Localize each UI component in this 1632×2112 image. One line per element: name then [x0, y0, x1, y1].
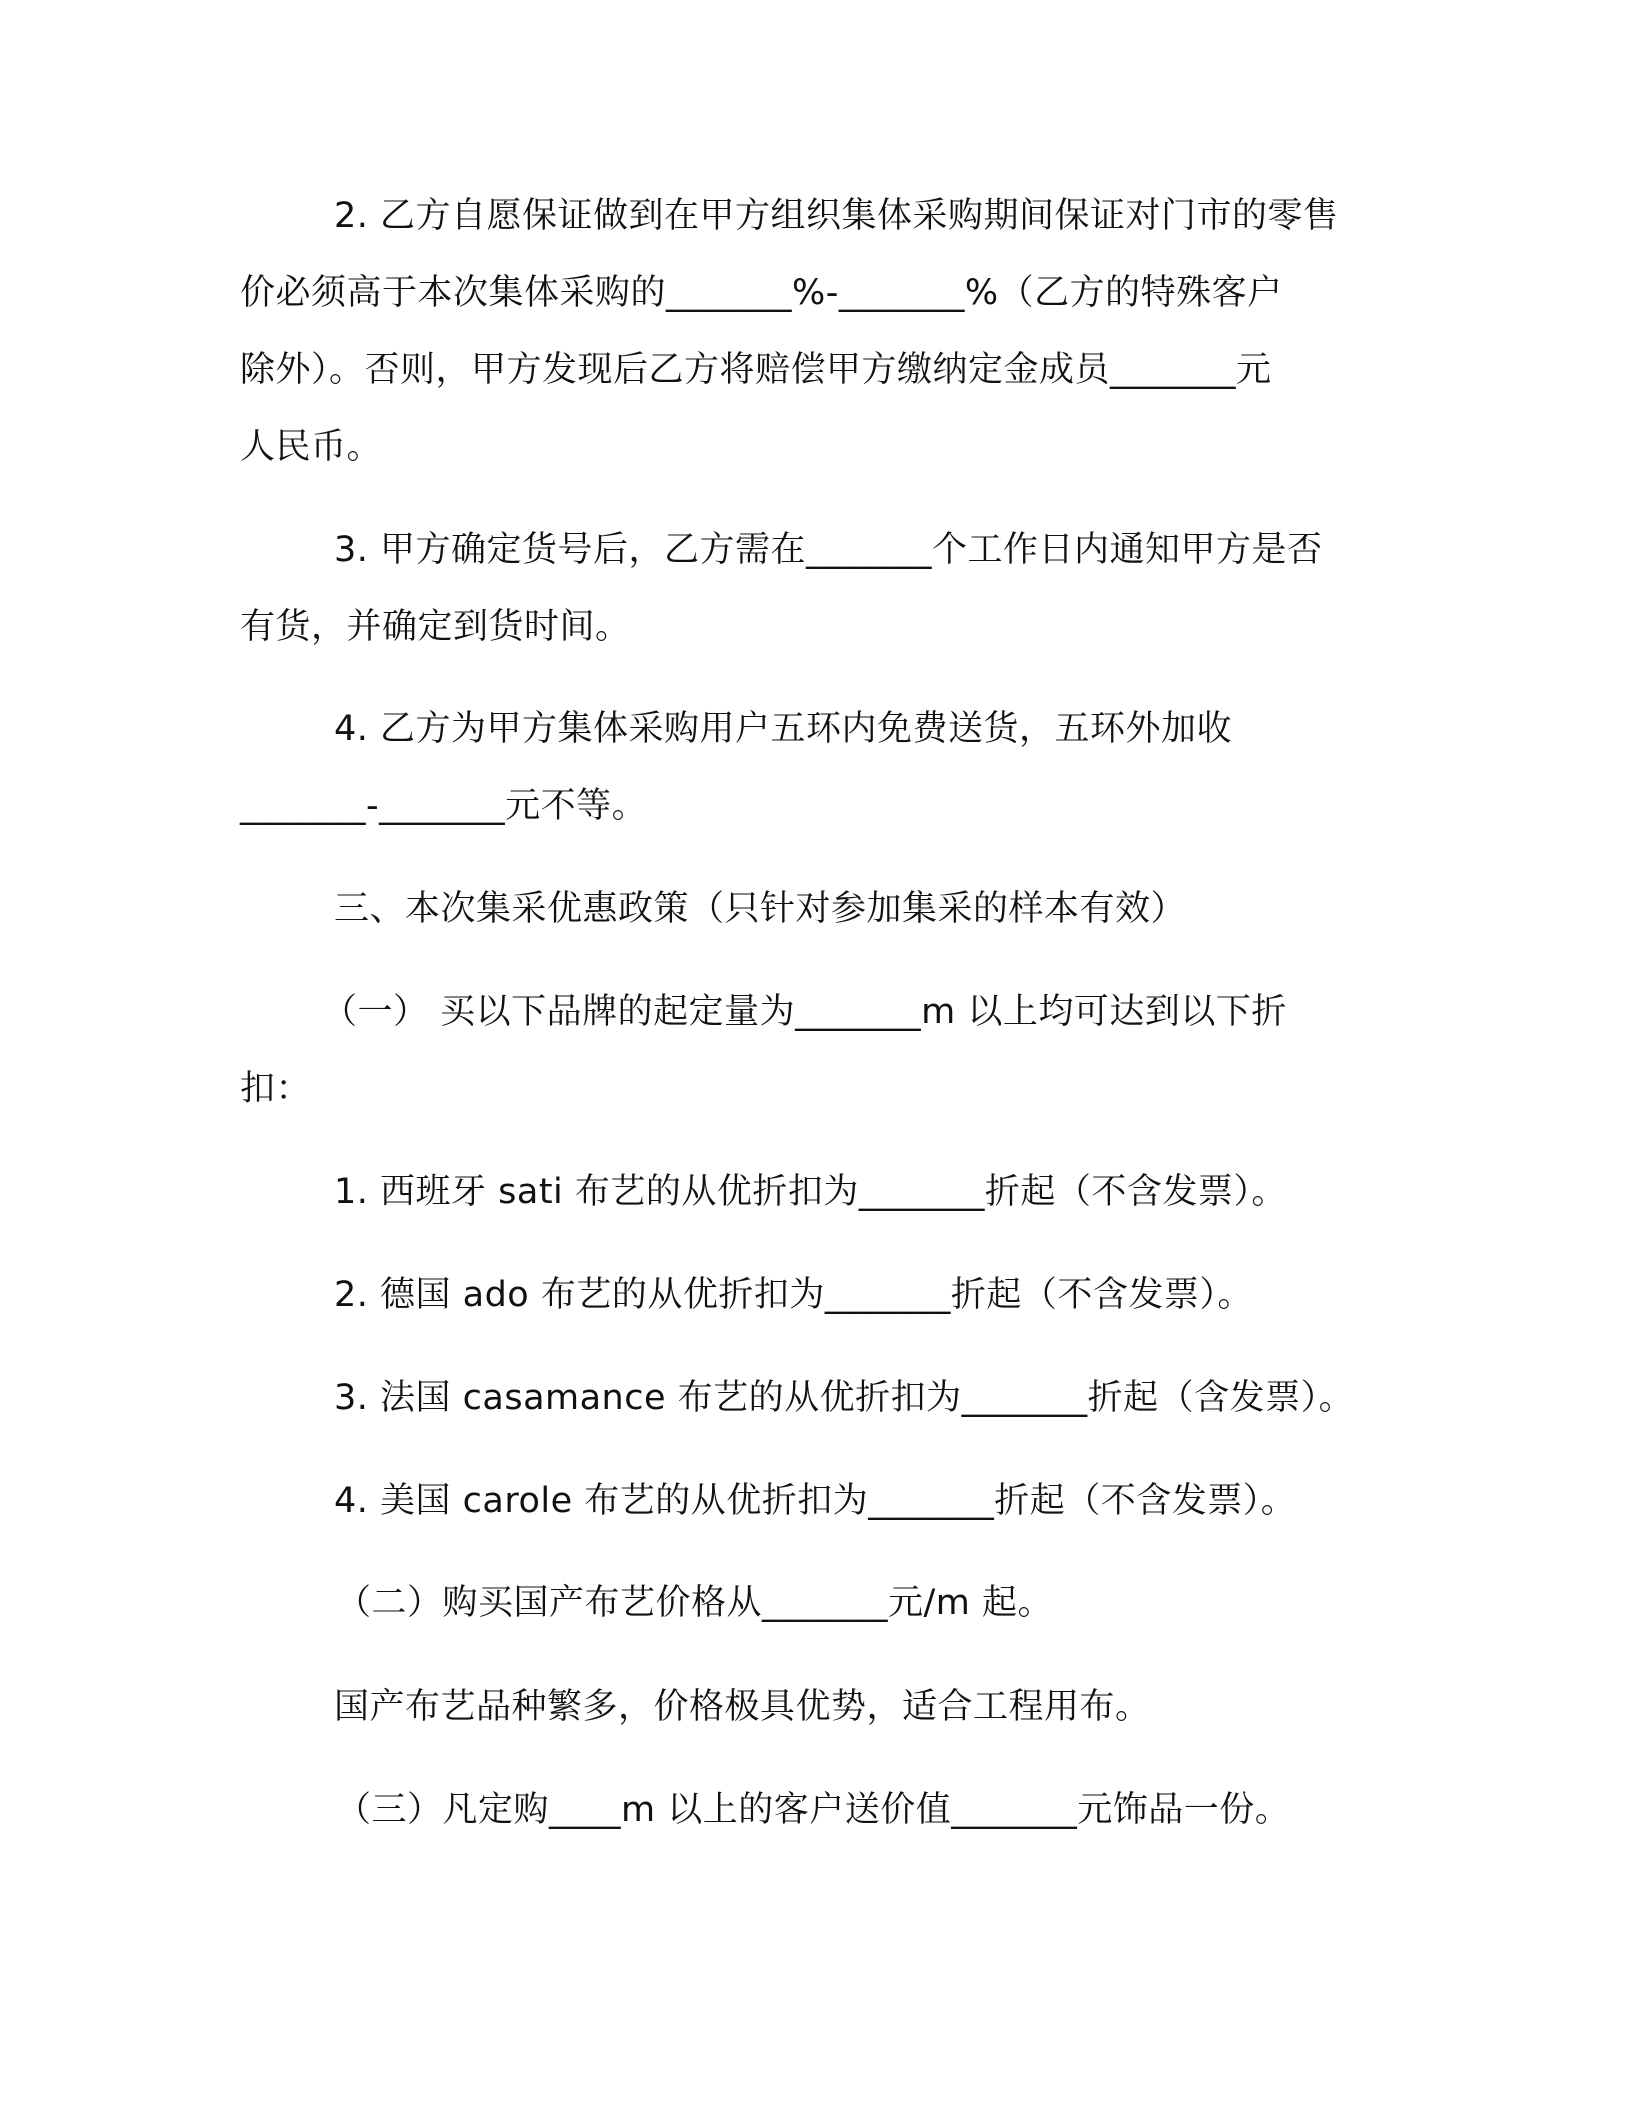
clause-3-line-2: 有货，并确定到货时间。	[240, 607, 631, 647]
domestic-fabric-note: 国产布艺品种繁多，价格极具优势，适合工程用布。	[334, 1687, 1151, 1727]
clause-3-line-1: 3. 甲方确定货号后，乙方需在_______个工作日内通知甲方是否	[334, 530, 1323, 570]
clause-2-line-1: 2. 乙方自愿保证做到在甲方组织集体采购期间保证对门市的零售	[334, 196, 1339, 236]
subsection-1-line-1: （一） 买以下品牌的起定量为_______m 以上均可达到以下折	[322, 992, 1287, 1032]
brand-item-4: 4. 美国 carole 布艺的从优折扣为_______折起（不含发票）。	[334, 1481, 1297, 1521]
subsection-3-line: （三）凡定购____m 以上的客户送价值_______元饰品一份。	[336, 1790, 1291, 1830]
clause-2-line-3: 除外）。否则，甲方发现后乙方将赔偿甲方缴纳定金成员_______元	[240, 350, 1272, 390]
clause-4-line-2: _______-_______元不等。	[240, 786, 648, 826]
clause-4-line-1: 4. 乙方为甲方集体采购用户五环内免费送货，五环外加收	[334, 709, 1233, 749]
clause-2-line-4: 人民币。	[240, 427, 383, 467]
brand-item-2: 2. 德国 ado 布艺的从优折扣为_______折起（不含发票）。	[334, 1275, 1253, 1315]
subsection-2-line: （二）购买国产布艺价格从_______元/m 起。	[336, 1583, 1054, 1623]
brand-item-3: 3. 法国 casamance 布艺的从优折扣为_______折起（含发票）。	[334, 1378, 1355, 1418]
subsection-1-line-2: 扣：	[240, 1069, 312, 1109]
brand-item-1: 1. 西班牙 sati 布艺的从优折扣为_______折起（不含发票）。	[334, 1172, 1287, 1212]
section-3-heading: 三、本次集采优惠政策（只针对参加集采的样本有效）	[334, 889, 1187, 929]
clause-2-line-2: 价必须高于本次集体采购的_______%-_______%（乙方的特殊客户	[240, 273, 1283, 313]
